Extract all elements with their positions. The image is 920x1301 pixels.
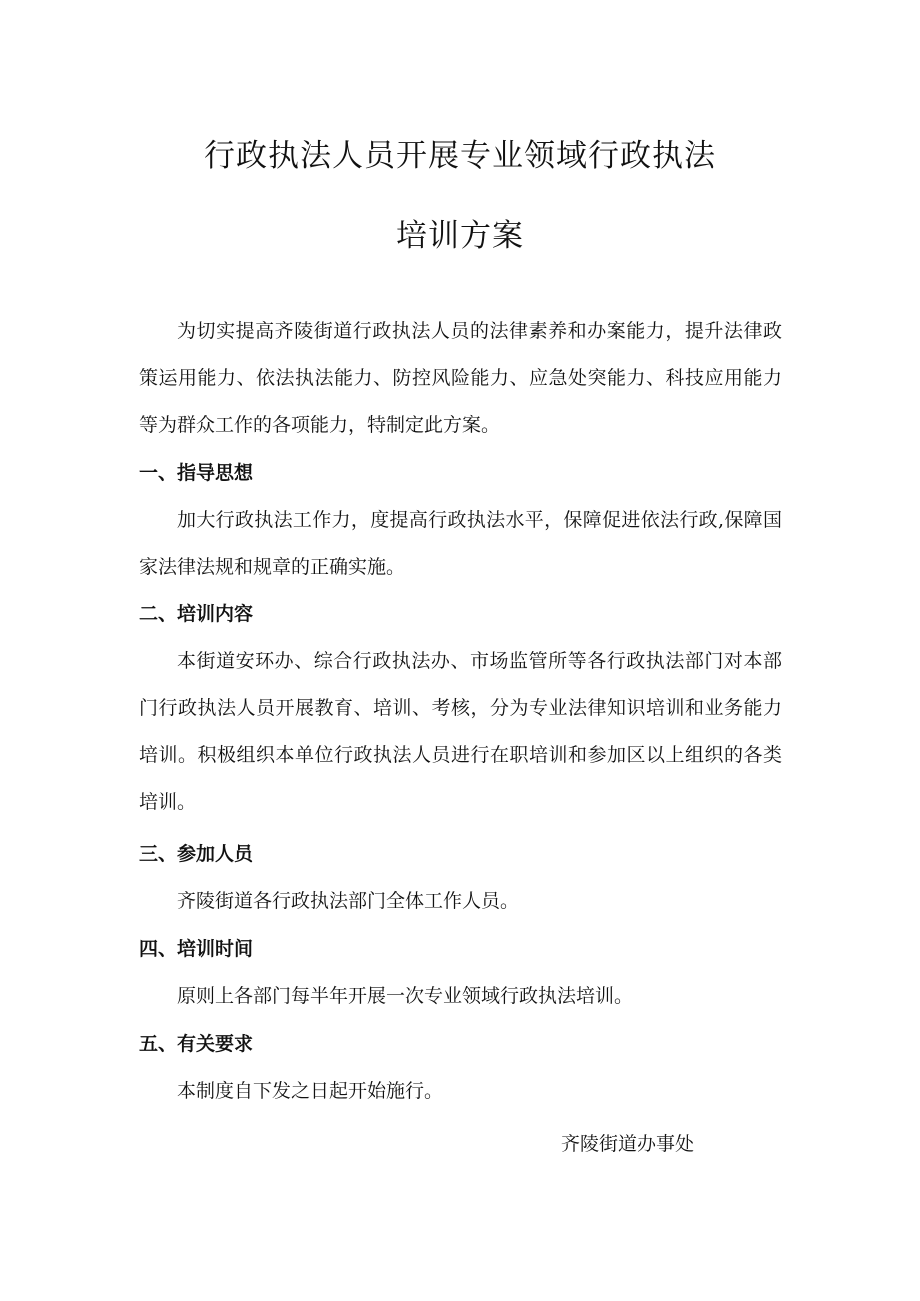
document-title-line-2: 培训方案 bbox=[396, 218, 524, 254]
section-text-training-content: 本街道安环办、综合行政执法办、市场监管所等各行政执法部门对本部门行政执法人员开展教育、培训、考核，分为专业法律知识培训和业务能力培训。积极组织本单位行政执法人员进行在职培训和参加区以上组织的各类培训。 bbox=[139, 650, 782, 813]
section-text-participants: 齐陵街道各行政执法部门全体工作人员。 bbox=[177, 890, 520, 912]
document-title-line-1: 行政执法人员开展专业领域行政执法 bbox=[204, 138, 716, 174]
section-text-training-time: 原则上各部门每半年开展一次专业领域行政执法培训。 bbox=[177, 985, 634, 1007]
section-heading-participants: 三、参加人员 bbox=[139, 843, 254, 865]
intro-paragraph: 为切实提高齐陵街道行政执法人员的法律素养和办案能力，提升法律政策运用能力、依法执法能力、防控风险能力、应急处突能力、科技应用能力等为群众工作的各项能力，特制定此方案。 bbox=[139, 320, 782, 436]
section-heading-training-time: 四、培训时间 bbox=[139, 938, 254, 960]
section-text-requirements: 本制度自下发之日起开始施行。 bbox=[177, 1080, 444, 1102]
section-heading-requirements: 五、有关要求 bbox=[139, 1033, 254, 1055]
section-text-guiding-ideology: 加大行政执法工作力，度提高行政执法水平，保障促进依法行政,保障国家法律法规和规章的正确实施。 bbox=[139, 509, 782, 578]
signature-issuer: 齐陵街道办事处 bbox=[561, 1133, 695, 1155]
section-heading-guiding-ideology: 一、指导思想 bbox=[139, 462, 254, 484]
section-heading-training-content: 二、培训内容 bbox=[139, 603, 254, 625]
